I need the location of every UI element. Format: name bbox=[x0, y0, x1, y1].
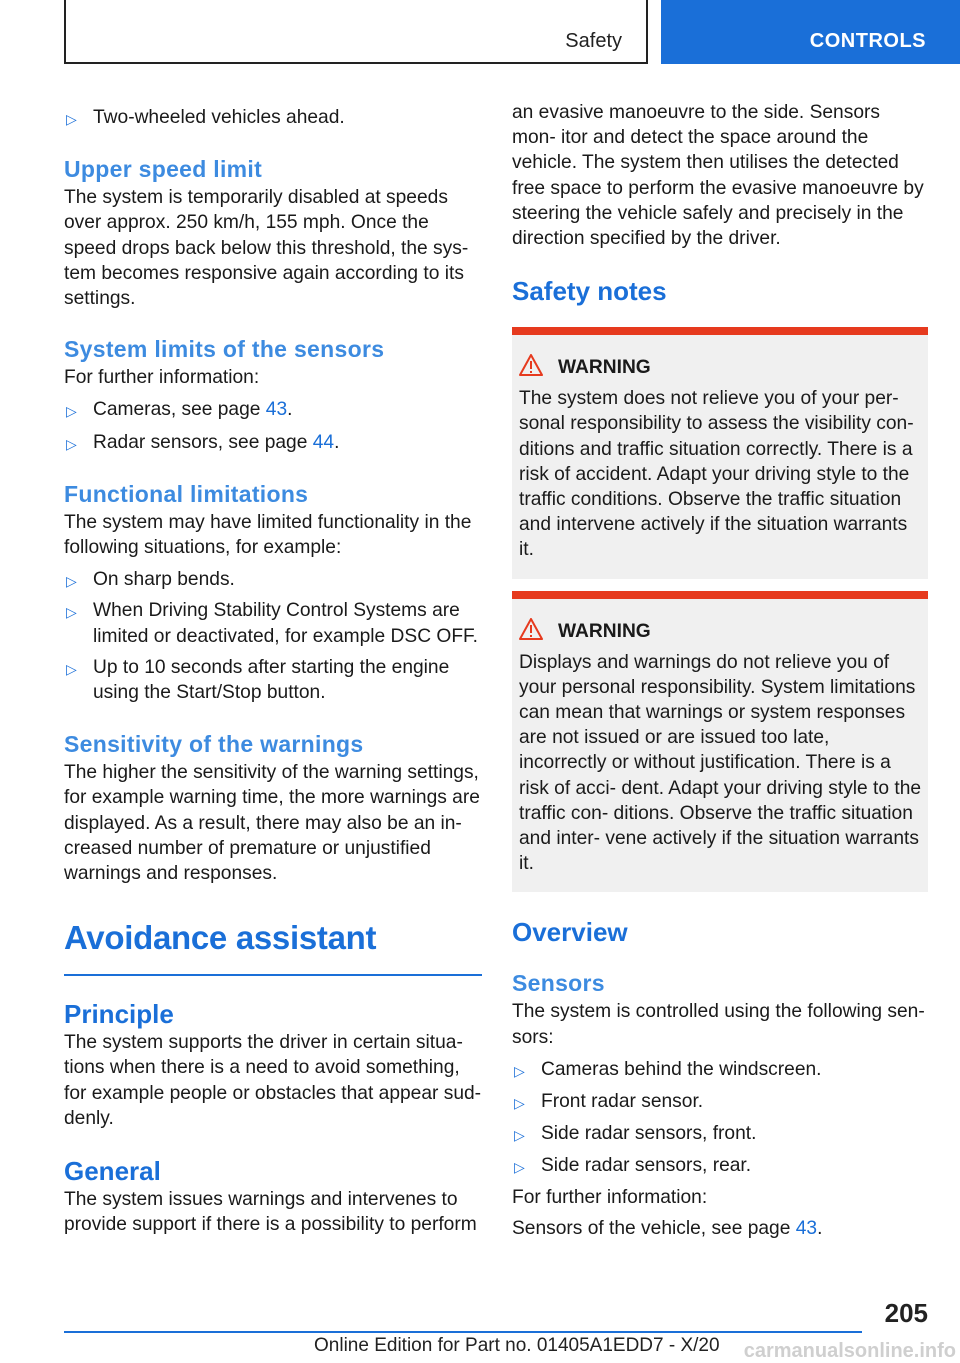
footer-rule bbox=[64, 1331, 862, 1333]
bullet-icon: ▷ bbox=[514, 1159, 525, 1176]
warning-triangle-icon bbox=[519, 618, 543, 640]
bullet-icon: ▷ bbox=[66, 573, 77, 590]
list-item: ▷ When Driving Stability Control Systems are limited or deactivated, for example DSC OFF. bbox=[66, 600, 478, 647]
system-limits-list bbox=[64, 397, 482, 454]
bullet-icon: ▷ bbox=[66, 660, 77, 677]
sensors-intro: The system is controlled using the following sen‐ sors: bbox=[512, 1001, 925, 1048]
avoidance-assistant-heading: Avoidance assistant bbox=[64, 919, 377, 957]
functional-limitations-list bbox=[64, 567, 482, 705]
watermark: carmanualsonline.info bbox=[743, 1340, 956, 1362]
list-item: ▷ Two-wheeled vehicles ahead. bbox=[64, 105, 482, 130]
list-item: ▷ Side radar sensors, rear. bbox=[512, 1153, 928, 1178]
further-info-text: For further information: bbox=[512, 1186, 708, 1208]
header-section-box bbox=[64, 0, 648, 64]
principle-text: The system supports the driver in certain situa‐ tions when there is a need to avoid something, for example people or obstacles that appear sud‐ denly. bbox=[64, 1032, 482, 1129]
sensors-heading: Sensors bbox=[512, 970, 605, 997]
warning-triangle-icon bbox=[519, 354, 543, 376]
list-item: ▷ Side radar sensors, front. bbox=[512, 1121, 928, 1146]
system-limits-heading: System limits of the sensors bbox=[64, 336, 385, 363]
header-chapter-label: CONTROLS bbox=[809, 30, 926, 52]
upper-speed-limit-heading: Upper speed limit bbox=[64, 156, 263, 183]
page-link[interactable]: 44 bbox=[312, 431, 335, 453]
warning-box bbox=[512, 591, 928, 893]
list-item: ▷ Front radar sensor. bbox=[512, 1089, 928, 1114]
header-chapter-tab[interactable] bbox=[661, 0, 960, 64]
general-text: The system issues warnings and intervenes to provide support if there is a possibility to perform bbox=[64, 1189, 477, 1236]
sensors-list bbox=[512, 1057, 928, 1179]
bullet-icon: ▷ bbox=[514, 1127, 525, 1144]
bullet-icon: ▷ bbox=[66, 111, 77, 127]
list-item: ▷ On sharp bends. bbox=[64, 567, 482, 592]
page-number: 205 bbox=[884, 1298, 928, 1328]
edition-text: Online Edition for Part no. 01405A1EDD7 - X/20 bbox=[314, 1335, 720, 1356]
safety-notes-heading: Safety notes bbox=[512, 276, 667, 307]
bullet-icon: ▷ bbox=[514, 1095, 525, 1112]
sensitivity-text: The higher the sensitivity of the warning settings, for example warning time, the more warnings are displayed. As a result, there may also be an in‐ creased number of premature or unjustified warnings and responses. bbox=[64, 762, 480, 885]
heading-rule bbox=[64, 974, 482, 976]
header-section-label: Safety bbox=[565, 30, 622, 52]
list-item: ▷ Cameras, see page 43. bbox=[64, 397, 482, 422]
warning-text: Displays and warnings do not relieve you of your personal responsibility. System limitations can mean that warnings or system responses are not issued or are issued too late, incorrectly or without justification. There is a risk of acci‐ dent. Adapt your driving style to the traffic con‐ ditions. Observe the traffic situation and inter‐ vene actively if the situation warrants it. bbox=[519, 651, 922, 875]
bullet-icon: ▷ bbox=[514, 1062, 525, 1079]
warning-label: WARNING bbox=[558, 619, 922, 644]
list-item: ▷ Radar sensors, see page 44. bbox=[64, 430, 482, 455]
upper-speed-limit-text: The system is temporarily disabled at speeds over approx. 250 km/h, 155 mph. Once the speed drops back below this threshold, the sys‐ tem becomes responsive again according to its settings. bbox=[64, 187, 469, 310]
warning-box bbox=[512, 327, 928, 578]
bullet-icon: ▷ bbox=[66, 604, 77, 621]
page-link[interactable]: 43 bbox=[795, 1217, 818, 1239]
bullet-icon: ▷ bbox=[66, 403, 77, 420]
general-heading: General bbox=[64, 1156, 161, 1187]
continuation-text: an evasive manoeuvre to the side. Sensors mon‐ itor and detect the space around the vehicle. The system then utilises the detected free space to perform the evasive manoeuvre by steering the vehicle safely and precisely in the direction specified by the driver. bbox=[512, 102, 924, 250]
intro-list bbox=[64, 105, 482, 130]
right-column bbox=[512, 100, 928, 1241]
warning-label: WARNING bbox=[558, 355, 922, 380]
sensors-reference: Sensors of the vehicle, see page 43. bbox=[512, 1217, 823, 1239]
page-link[interactable]: 43 bbox=[265, 399, 288, 421]
warning-text: The system does not relieve you of your per‐ sonal responsibility to assess the visibility con‐ ditions and traffic situation correctly. There is a risk of accident. Adapt your driving style to the traffic conditions. Observe the traffic situation and intervene actively if the situation warrants it. bbox=[519, 388, 914, 561]
functional-limitations-heading: Functional limitations bbox=[64, 480, 309, 507]
left-column bbox=[64, 100, 482, 1237]
principle-heading: Principle bbox=[64, 999, 174, 1030]
sensitivity-heading: Sensitivity of the warnings bbox=[64, 731, 364, 758]
list-item: ▷ Up to 10 seconds after starting the engine using the Start/Stop button. bbox=[66, 656, 450, 704]
functional-limitations-intro: The system may have limited functionality in the following situations, for example: bbox=[64, 511, 472, 559]
overview-heading: Overview bbox=[512, 917, 628, 948]
list-item: ▷ Cameras behind the windscreen. bbox=[512, 1057, 928, 1082]
system-limits-intro: For further information: bbox=[64, 367, 260, 389]
bullet-icon: ▷ bbox=[66, 435, 77, 452]
